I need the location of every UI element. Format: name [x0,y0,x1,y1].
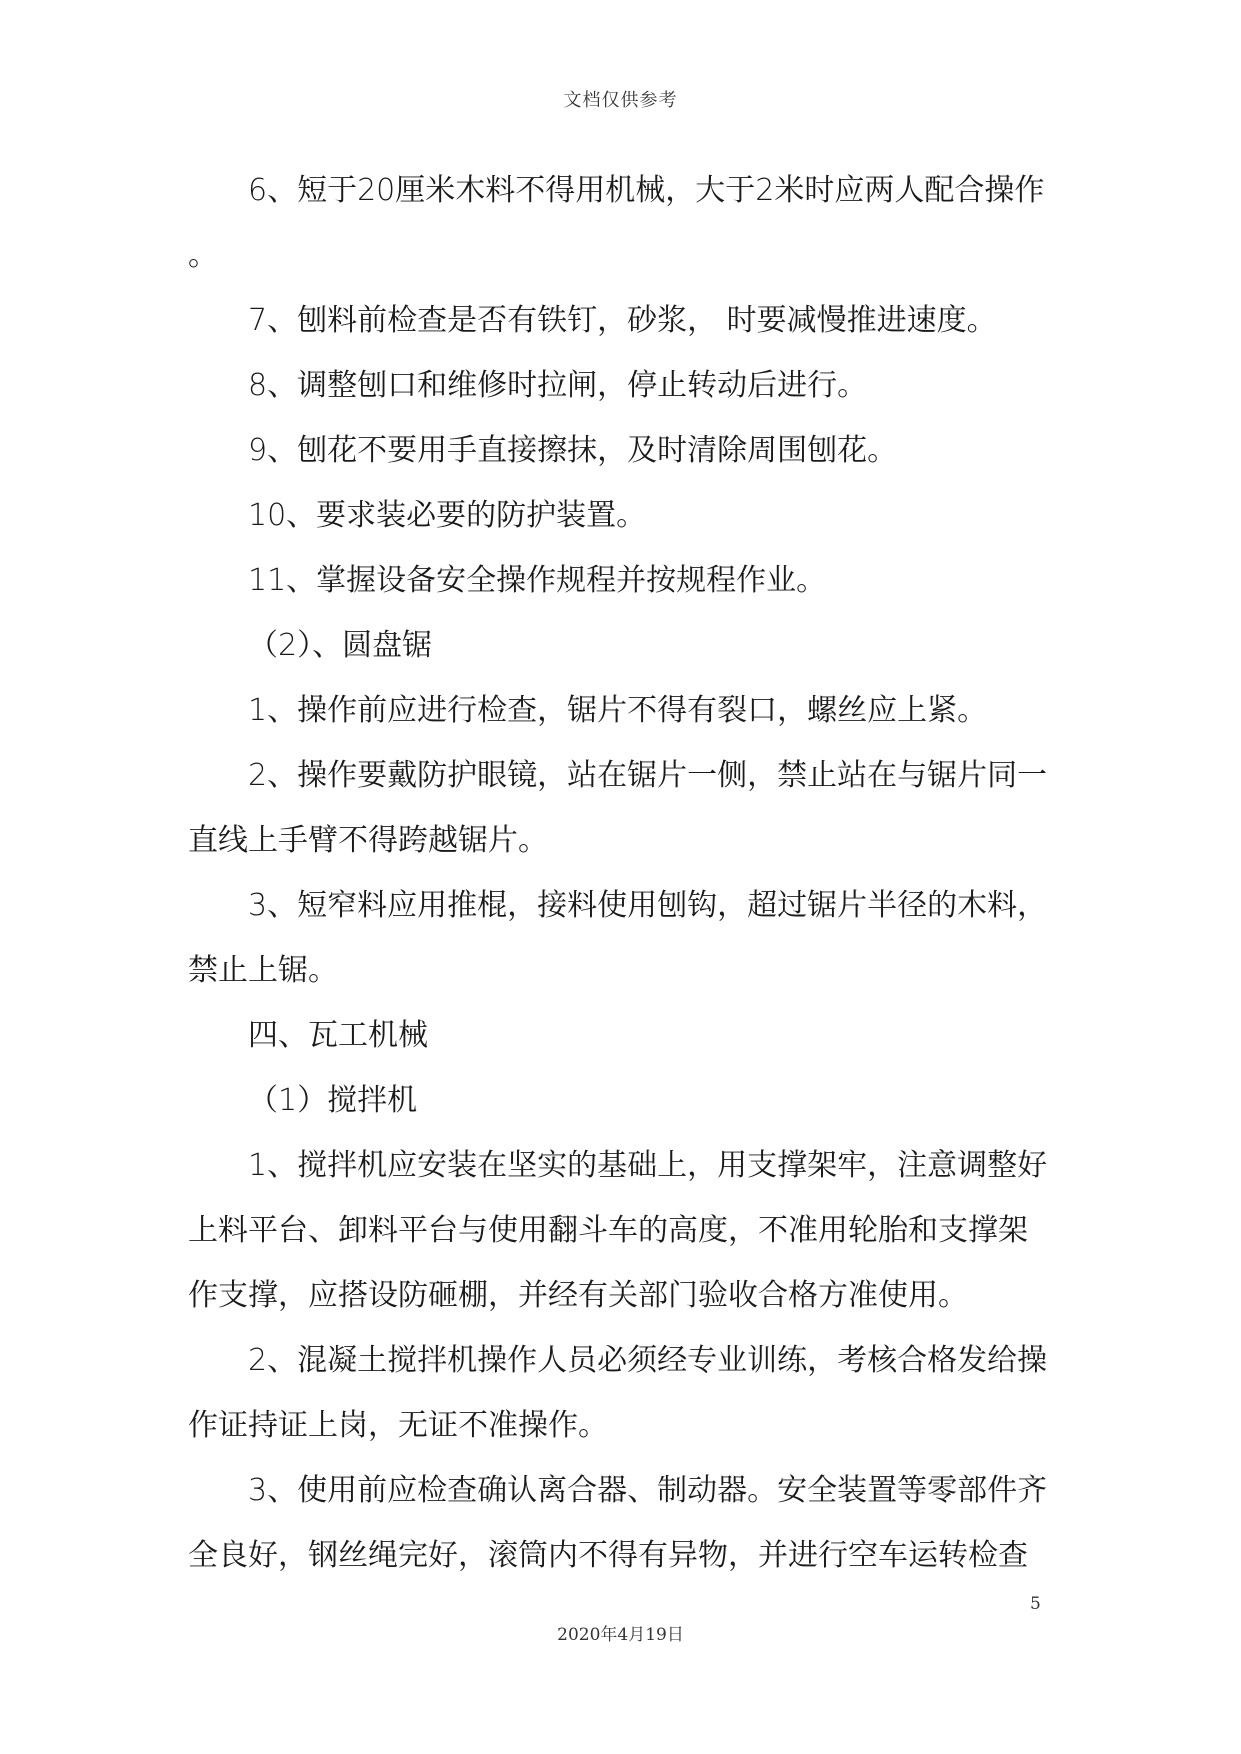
page-header: 文档仅供参考 [563,90,678,111]
text-line: 6、短于20厘米木料不得用机械，大于2米时应两人配合操作 [248,173,1045,208]
text-line: 11、掌握设备安全操作规程并按规程作业。 [248,563,827,598]
text-line: 全良好，钢丝绳完好，滚筒内不得有异物，并进行空车运转检查 [188,1538,1028,1573]
text-line: 作证持证上岗，无证不准操作。 [188,1408,608,1443]
text-line: 1、搅拌机应安装在坚实的基础上，用支撑架牢，注意调整好 [248,1148,1048,1183]
text-line: 3、短窄料应用推棍，接料使用刨钩，超过锯片半径的木料， [248,888,1048,923]
section-subheading: （2）、圆盘锯 [248,628,433,663]
section-heading: 四、瓦工机械 [248,1018,428,1053]
text-line: 9、刨花不要用手直接擦抹，及时清除周围刨花。 [248,433,898,468]
section-subheading: （1）搅拌机 [248,1083,418,1118]
text-line: 1、操作前应进行检查，锯片不得有裂口，螺丝应上紧。 [248,693,988,728]
text-line: 7、刨料前检查是否有铁钉，砂浆， 时要减慢推进速度。 [248,303,997,338]
text-line: 上料平台、卸料平台与使用翻斗车的高度，不准用轮胎和支撑架 [188,1213,1028,1248]
text-line: 2、操作要戴防护眼镜，站在锯片一侧，禁止站在与锯片同一 [248,758,1048,793]
text-line: 禁止上锯。 [188,953,338,988]
text-line: 10、要求装必要的防护装置。 [248,498,647,533]
text-line: 直线上手臂不得跨越锯片。 [188,823,548,858]
page-number: 5 [1030,1594,1041,1614]
text-line: 3、使用前应检查确认离合器、制动器。安全装置等零部件齐 [248,1473,1048,1508]
text-line: 作支撑，应搭设防砸棚，并经有关部门验收合格方准使用。 [188,1278,968,1313]
text-line: 2、混凝土搅拌机操作人员必须经专业训练，考核合格发给操 [248,1343,1048,1378]
text-line: 8、调整刨口和维修时拉闸，停止转动后进行。 [248,368,868,403]
document-body [188,158,1058,1588]
text-line: 。 [188,238,218,273]
footer-date: 2020年4月19日 [557,1625,684,1645]
